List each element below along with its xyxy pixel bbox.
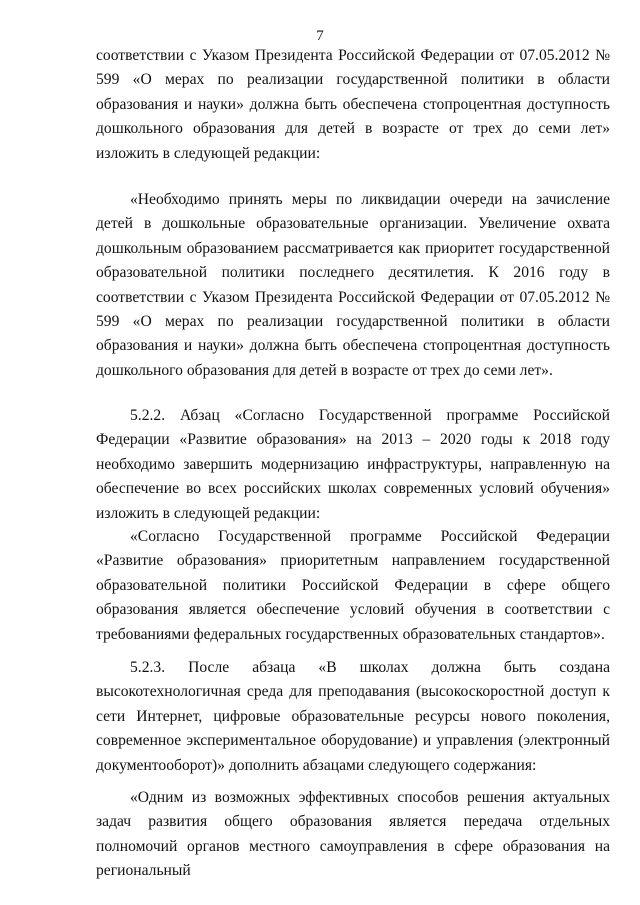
page-number: 7: [316, 28, 324, 44]
paragraph-2: «Необходимо принять меры по ликвидации очереди на зачисление детей в дошкольные образовательные организации. Увеличение охвата дошкольным образованием рассматривается как приоритет государственной образовательной политики последнего десятилетия. К 2016 году в соответствии с Указом Президента Российской Федерации от 07.05.2012 № 599 «О мерах по реализации государственной политики в области образования и науки» должна быть обеспечена стопроцентная доступность дошкольного образования для детей в возрасте от трех до семи лет».: [96, 191, 610, 379]
paragraph-6: «Одним из возможных эффективных способов решения актуальных задач развития общего образования является передача отдельных полномочий органов местного самоуправления в сфере образования на региональный: [96, 789, 610, 880]
paragraph-1: соответствии с Указом Президента Российской Федерации от 07.05.2012 № 599 «О мерах по реализации государственной политики в области образования и науки» должна быть обеспечена стопроцентная доступность дошкольного образования для детей в возрасте от трех до семи лет» изложить в следующей редакции:: [96, 47, 610, 162]
paragraph-4: «Согласно Государственной программе Российской Федерации «Развитие образования» приоритетным направлением государственной образовательной политики Российской Федерации в сфере общего образования является обеспечение условий обучения в соответствии с требованиями федеральных государственных образовательных стандартов».: [96, 528, 610, 643]
paragraph-3-item-5-2-2: 5.2.2. Абзац «Согласно Государственной программе Российской Федерации «Развитие образования» на 2013 – 2020 годы к 2018 году необходимо завершить модернизацию инфраструктуры, направленную на обеспечение во всех российских школах современных условий обучения» изложить в следующей редакции:: [96, 407, 610, 522]
paragraph-5-item-5-2-3: 5.2.3. После абзаца «В школах должна быть создана высокотехнологичная среда для преподавания (высокоскоростной доступ к сети Интернет, цифровые образовательные ресурсы нового поколения, современное экспериментальное оборудование) и управления (электронный документооборот)» дополнить абзацами следующего содержания:: [96, 659, 610, 774]
